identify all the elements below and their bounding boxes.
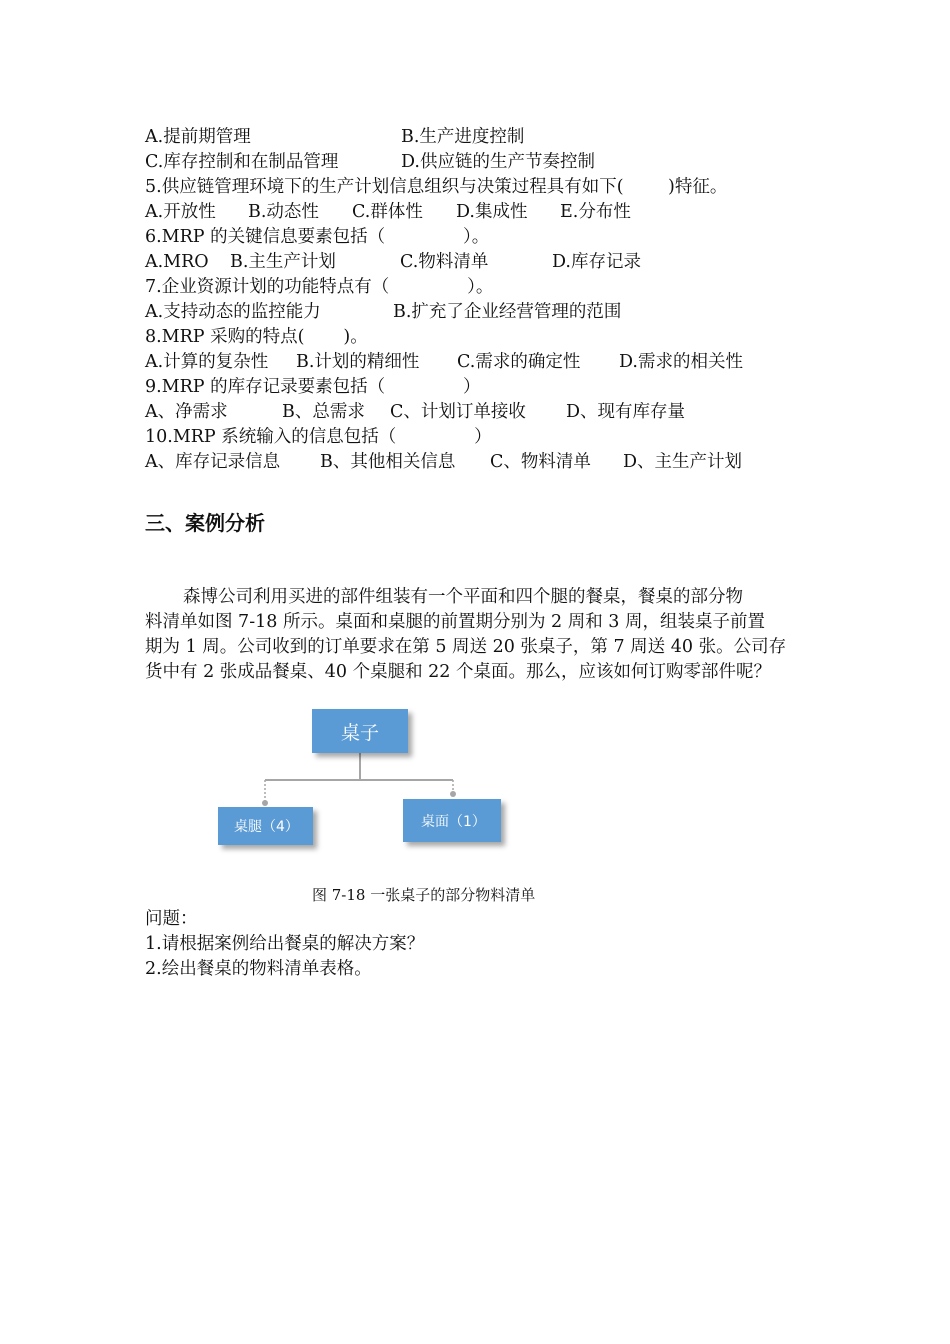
option: B.主生产计划 [230, 252, 336, 272]
option: B.动态性 [248, 202, 319, 222]
paragraph-line: 货中有 2 张成品餐桌、40 个桌腿和 22 个桌面。那么，应该如何订购零部件呢？ [145, 662, 771, 682]
bom-node-root: 桌子 [312, 709, 408, 753]
paragraph-line: 料清单如图 7-18 所示。桌面和桌腿的前置期分别为 2 周和 3 周，组装桌子前置 [145, 612, 765, 632]
option: C.物料清单 [400, 252, 489, 272]
option: B、其他相关信息 [320, 452, 456, 472]
option: A.提前期管理 [145, 127, 251, 147]
bom-node-table-top: 桌面（1） [403, 799, 501, 842]
option: B.扩充了企业经营管理的范围 [393, 302, 622, 322]
option: C.群体性 [352, 202, 423, 222]
q9-stem: 9.MRP 的库存记录要素包括（ ） [145, 377, 481, 397]
option: C、物料清单 [490, 452, 591, 472]
connector-dot-left [262, 800, 268, 806]
q6-stem: 6.MRP 的关键信息要素包括（ ）。 [145, 227, 490, 247]
option: E.分布性 [560, 202, 631, 222]
option: D、现有库存量 [566, 402, 686, 422]
paragraph-line: 期为 1 周。公司收到的订单要求在第 5 周送 20 张桌子，第 7 周送 40 张。公司存 [145, 637, 787, 657]
option: C.库存控制和在制品管理 [145, 152, 339, 172]
paragraph-line: 森博公司利用买进的部件组装有一个平面和四个腿的餐桌，餐桌的部分物 [183, 587, 743, 607]
option: A.MRO [145, 252, 209, 272]
option: A.计算的复杂性 [145, 352, 269, 372]
section-heading: 三、案例分析 [145, 511, 265, 535]
option: D.集成性 [456, 202, 528, 222]
problem-item: 2.绘出餐桌的物料清单表格。 [145, 959, 372, 979]
option: B.计划的精细性 [296, 352, 420, 372]
option: D、主生产计划 [623, 452, 743, 472]
q7-stem: 7.企业资源计划的功能特点有（ ）。 [145, 277, 494, 297]
option: D.供应链的生产节奏控制 [401, 152, 595, 172]
option: A、净需求 [145, 402, 228, 422]
option: A.支持动态的监控能力 [145, 302, 321, 322]
option: D.需求的相关性 [619, 352, 743, 372]
option: A.开放性 [145, 202, 216, 222]
option: B、总需求 [282, 402, 365, 422]
bom-node-table-leg: 桌腿（4） [218, 807, 313, 845]
option: D.库存记录 [552, 252, 641, 272]
option: A、库存记录信息 [145, 452, 281, 472]
option: C.需求的确定性 [457, 352, 581, 372]
q10-stem: 10.MRP 系统输入的信息包括（ ） [145, 427, 492, 447]
option: C、计划订单接收 [390, 402, 526, 422]
figure-caption: 图 7-18 一张桌子的部分物料清单 [312, 886, 536, 904]
q8-stem: 8.MRP 采购的特点( )。 [145, 327, 368, 347]
problems-label: 问题： [145, 909, 198, 929]
problem-item: 1.请根据案例给出餐桌的解决方案？ [145, 934, 425, 954]
option: B.生产进度控制 [401, 127, 525, 147]
q5-stem: 5.供应链管理环境下的生产计划信息组织与决策过程具有如下( )特征。 [145, 177, 728, 197]
connector-dot-right [450, 791, 456, 797]
